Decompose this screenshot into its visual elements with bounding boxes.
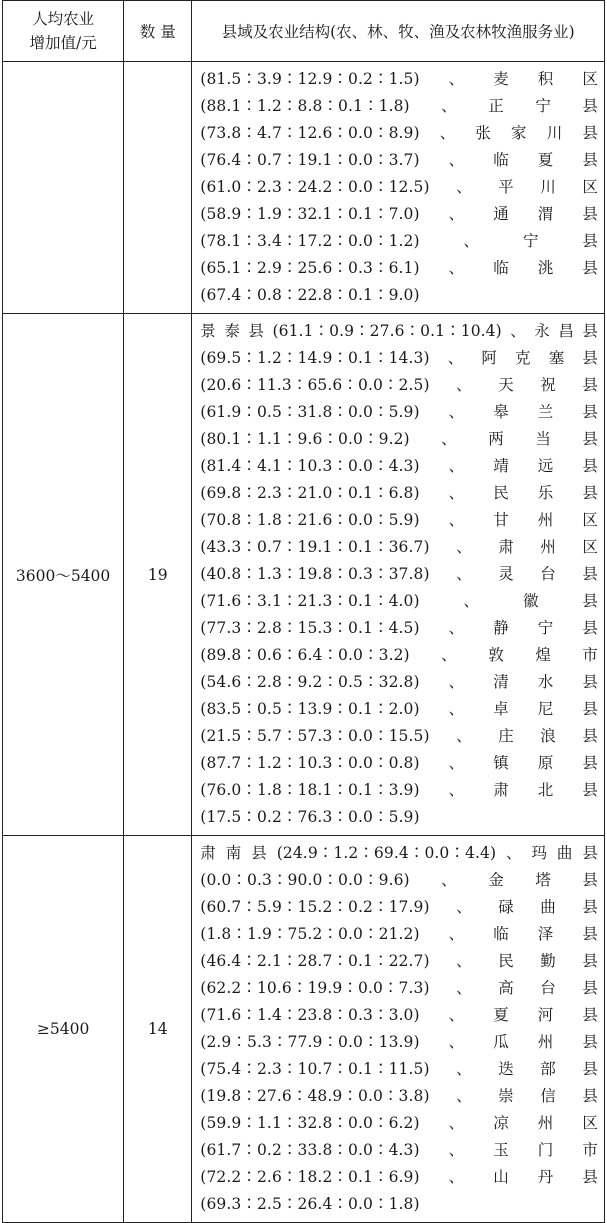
header-structure: 县域及农业结构(农、林、牧、渔及农林牧渔服务业) xyxy=(192,1,605,62)
header-count: 数 量 xyxy=(124,1,192,62)
structure-cell: 景泰县(61.1∶0.9∶27.6∶0.1∶10.4)、永昌县(69.5∶1.2∶14.9∶0.1∶14.3)、阿克塞县(20.6∶11.3∶65.6∶0.0∶2.5)、天祝县(61.9∶0.5∶31.8∶0.0∶5.9)、皋兰县(80.1∶1.1∶9.6∶0.0∶9.2)、两当县(81.4∶4.1∶10.3∶0.0∶4.3)、靖远县(69.8∶2.3∶21.0∶0.1∶6.8)、民乐县(70.8∶1.8∶21.6∶0.0∶5.9)、甘州区(43.3∶0.7∶19.1∶0.1∶36.7)、肃州区(40.8∶1.3∶19.8∶0.3∶37.8)、灵台县(71.6∶3.1∶21.3∶0.1∶4.0)、徽县(77.3∶2.8∶15.3∶0.1∶4.5)、静宁县(89.8∶0.6∶6.4∶0.0∶3.2)、敦煌市(54.6∶2.8∶9.2∶0.5∶32.8)、清水县(83.5∶0.5∶13.9∶0.1∶2.0)、卓尼县(21.5∶5.7∶57.3∶0.0∶15.5)、庄浪县(87.7∶1.2∶10.3∶0.0∶0.8)、镇原县(76.0∶1.8∶18.1∶0.1∶3.9)、肃北县(17.5∶0.2∶76.3∶0.0∶5.9) xyxy=(192,314,605,836)
count-cell: 14 xyxy=(124,836,192,1223)
range-cell: ≥5400 xyxy=(3,836,124,1223)
header-per-capita-line2: 增加值/元 xyxy=(29,34,97,52)
range-cell xyxy=(3,62,124,314)
table-row xyxy=(3,836,605,1223)
table-row xyxy=(3,62,605,314)
count-cell xyxy=(124,62,192,314)
agri-structure-table xyxy=(2,0,605,1223)
table-header-row xyxy=(3,1,605,62)
range-cell: 3600～5400 xyxy=(3,314,124,836)
header-per-capita xyxy=(3,1,124,62)
header-per-capita-line1: 人均农业 xyxy=(32,10,95,28)
structure-cell: (81.5∶3.9∶12.9∶0.2∶1.5)、麦积区(88.1∶1.2∶8.8∶0.1∶1.8)、正宁县(73.8∶4.7∶12.6∶0.0∶8.9)、张家川县(76.4∶0.7∶19.1∶0.0∶3.7)、临夏县(61.0∶2.3∶24.2∶0.0∶12.5)、平川区(58.9∶1.9∶32.1∶0.1∶7.0)、通渭县(78.1∶3.4∶17.2∶0.0∶1.2)、宁县(65.1∶2.9∶25.6∶0.3∶6.1)、临洮县(67.4∶0.8∶22.8∶0.1∶9.0) xyxy=(192,62,605,314)
table-row xyxy=(3,314,605,836)
count-cell: 19 xyxy=(124,314,192,836)
structure-cell: 肃南县(24.9∶1.2∶69.4∶0.0∶4.4)、玛曲县(0.0∶0.3∶90.0∶0.0∶9.6)、金塔县(60.7∶5.9∶15.2∶0.2∶17.9)、碌曲县(1.8∶1.9∶75.2∶0.0∶21.2)、临泽县(46.4∶2.1∶28.7∶0.1∶22.7)、民勤县(62.2∶10.6∶19.9∶0.0∶7.3)、高台县(71.6∶1.4∶23.8∶0.3∶3.0)、夏河县(2.9∶5.3∶77.9∶0.0∶13.9)、瓜州县(75.4∶2.3∶10.7∶0.1∶11.5)、迭部县(19.8∶27.6∶48.9∶0.0∶3.8)、崇信县(59.9∶1.1∶32.8∶0.0∶6.2)、凉州区(61.7∶0.2∶33.8∶0.0∶4.3)、玉门市(72.2∶2.6∶18.2∶0.1∶6.9)、山丹县(69.3∶2.5∶26.4∶0.0∶1.8) xyxy=(192,836,605,1223)
